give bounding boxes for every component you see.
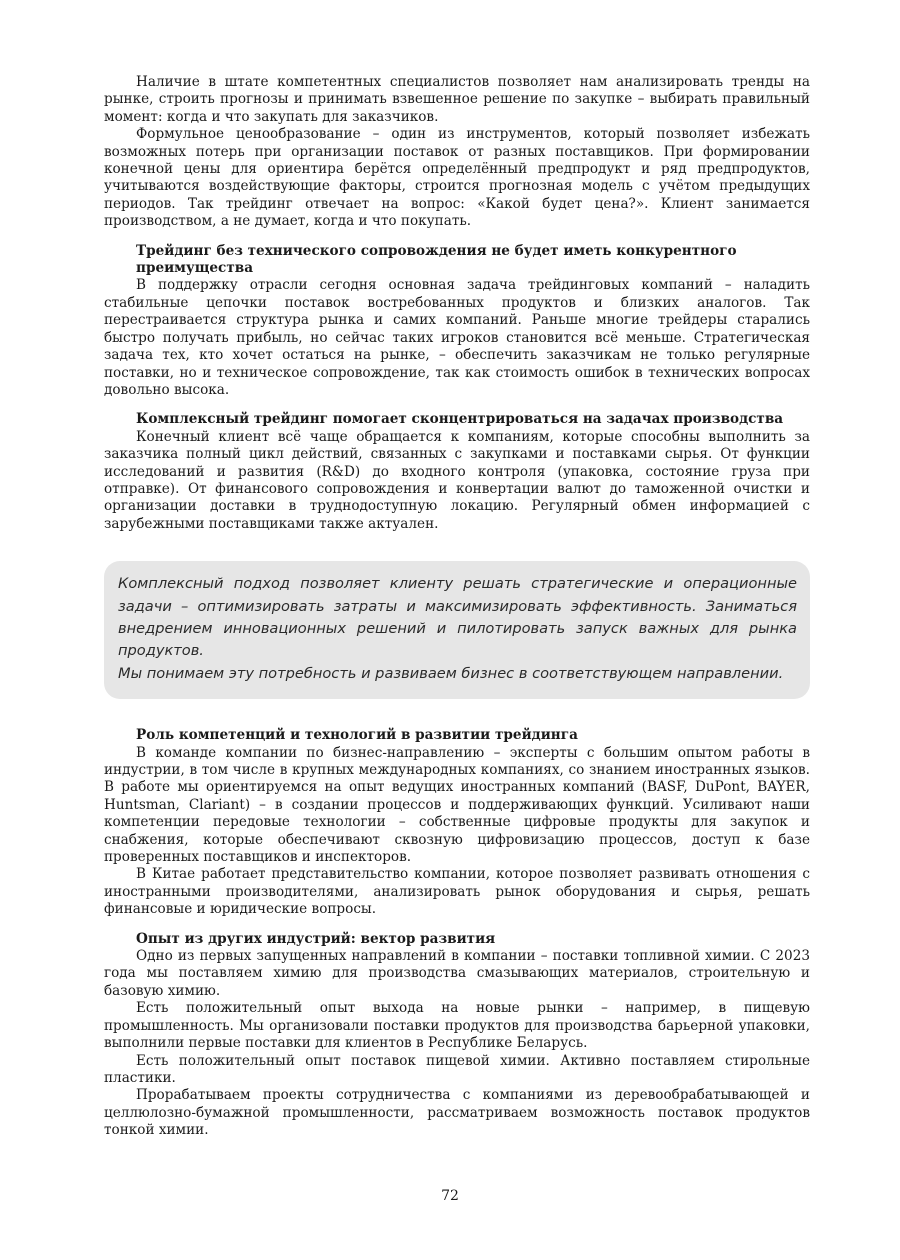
- section-paragraph: В поддержку отрасли сегодня основная задача трейдинговых компаний – наладить стабильные цепочки поставок востребованных продуктов и близких аналогов. Так перестраивается структура рынка и самих компаний. Раньше многие трейдеры старались быстро получать прибыль, но сейчас таких игроков становится всё меньше. Стратегическая задача тех, кто хочет остаться на рынке, – обеспечить заказчикам не только регулярные поставки, но и техническое сопровождение, так как стоимость ошибок в технических вопросах довольно высока.: [104, 277, 810, 398]
- page-number: 72: [441, 1188, 459, 1204]
- section-heading: Роль компетенций и технологий в развитии трейдинга: [136, 727, 578, 744]
- callout-quote: [104, 561, 810, 699]
- quote-text-second: Мы понимаем эту потребность и развиваем бизнес в соответствующем направлении.: [118, 664, 784, 682]
- intro-paragraph-2: Формульное ценообразование – один из инструментов, который позволяет избежать возможных потерь при организации поставок от разных поставщиков. При формировании конечной цены для ориентира берётся определённый предпродукт и ряд предпродуктов, учитываются воздействующие факторы, строится прогнозная модель с учётом предыдущих периодов. Так трейдинг отвечает на вопрос: «Какой будет цена?». Клиент занимается производством, а не думает, когда и что покупать.: [104, 126, 810, 230]
- section-competencies: [104, 727, 810, 918]
- document-page: [104, 74, 810, 1140]
- section-heading: Комплексный трейдинг помогает сконцентрироваться на задачах производства: [136, 411, 784, 428]
- section-paragraph: В команде компании по бизнес-направлению – эксперты с большим опытом работы в индустрии, в том числе в крупных международных компаниях, со знанием иностранных языков. В работе мы ориентируемся на опыт ведущих иностранных компаний (BASF, DuPont, BAYER, Huntsman, Clariant) – в создании процессов и поддерживающих функций. Усиливают наши компетенции передовые технологии – собственные цифровые продукты для закупок и снабжения, которые обеспечивают сквозную цифровизацию процессов, доступ к базе проверенных поставщиков и инспекторов.: [104, 744, 810, 866]
- section-paragraph: Одно из первых запущенных направлений в компании – поставки топливной химии. С 2023 года мы поставляем химию для производства смазывающих материалов, строительную и базовую химию.: [104, 948, 810, 999]
- intro-paragraph-1: Наличие в штате компетентных специалистов позволяет нам анализировать тренды на рынке, строить прогнозы и принимать взвешенное решение по закупке – выбирать правильный момент: когда и что закупать для заказчиков.: [104, 74, 810, 125]
- section-heading: Трейдинг без технического сопровождения не будет иметь конкурентного преимущества: [136, 242, 737, 277]
- section-other-industries: [104, 931, 810, 1140]
- section-technical-support: [104, 243, 810, 400]
- section-paragraph: Конечный клиент всё чаще обращается к компаниям, которые способны выполнить за заказчика полный цикл действий, связанных с закупками и поставками сырья. От функции исследований и развития (R&D) до входного контроля (упаковка, состояние груза при отправке). От финансового сопровождения и конвертации валют до таможенной очистки и организации доставки в труднодоступную локацию. Регулярный обмен информацией с зарубежными поставщиками также актуален.: [104, 428, 810, 532]
- section-paragraph: Прорабатываем проекты сотрудничества с компаниями из деревообрабатывающей и целлюлозно-бумажной промышленности, рассматриваем возможность поставок продуктов тонкой химии.: [104, 1087, 810, 1139]
- section-paragraph: Есть положительный опыт выхода на новые рынки – например, в пищевую промышленность. Мы организовали поставки продуктов для производства барьерной упаковки, выполнили первые поставки для клиентов в Республике Беларусь.: [104, 1000, 810, 1052]
- section-complex-trading: [104, 411, 810, 533]
- section-paragraph: В Китае работает представительство компании, которое позволяет развивать отношения с иностранными производителями, анализировать рынок оборудования и сырья, решать финансовые и юридические вопросы.: [104, 866, 810, 918]
- section-paragraph: Есть положительный опыт поставок пищевой химии. Активно поставляем стирольные пластики.: [104, 1052, 810, 1086]
- intro-block: [104, 74, 810, 231]
- section-heading: Опыт из других индустрий: вектор развития: [136, 930, 496, 947]
- quote-text: Комплексный подход позволяет клиенту решать стратегические и операционные задачи – оптимизировать затраты и максимизировать эффективность. Заниматься внедрением инновационных решений и пилотировать запуск важных для рынка продуктов.: [118, 575, 797, 660]
